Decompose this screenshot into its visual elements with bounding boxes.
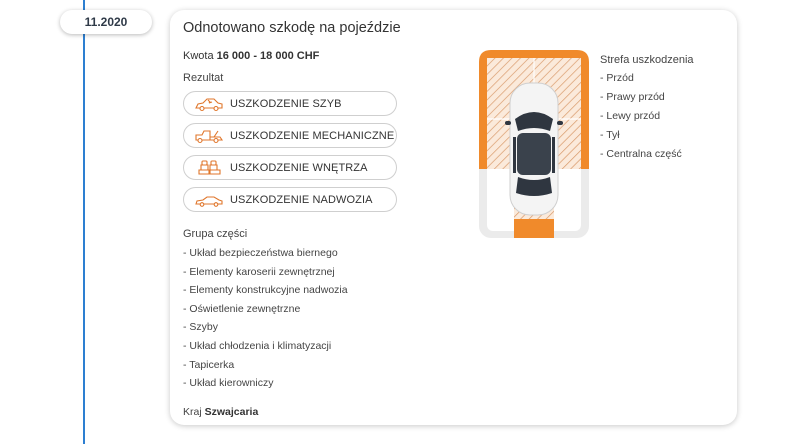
- list-item: - Układ chłodzenia i klimatyzacji: [183, 339, 332, 352]
- amount-value: 16 000 - 18 000 CHF: [216, 50, 320, 62]
- zones-list: [600, 69, 682, 164]
- result-interior-damage[interactable]: [183, 155, 397, 180]
- parts-label: Grupa części: [183, 228, 248, 240]
- car-damage-diagram: [478, 49, 590, 239]
- card-title: Odnotowano szkodę na pojeździe: [183, 20, 401, 36]
- list-item: - Przód: [600, 72, 634, 84]
- list-item: - Elementy karoserii zewnętrznej: [183, 265, 335, 278]
- zones-label: Strefa uszkodzenia: [600, 54, 694, 66]
- country: [183, 406, 258, 418]
- tow-truck-icon: [194, 128, 224, 144]
- list-item: - Lewy przód: [600, 110, 661, 122]
- list-item: - Centralna część: [600, 148, 682, 160]
- list-item: - Oświetlenie zewnętrzne: [183, 302, 301, 315]
- country-label: Kraj: [183, 406, 202, 418]
- amount-label: Kwota: [183, 50, 214, 62]
- list-item: - Elementy konstrukcyjne nadwozia: [183, 284, 348, 297]
- date-badge: 11.2020: [60, 10, 152, 34]
- damage-card: [170, 10, 737, 425]
- list-item: - Szyby: [183, 321, 219, 334]
- result-label: Rezultat: [183, 72, 224, 84]
- country-value: Szwajcaria: [204, 406, 259, 418]
- car-body-icon: [194, 192, 224, 208]
- result-interior-label: USZKODZENIE WNĘTRZA: [230, 161, 368, 174]
- list-item: - Tapicerka: [183, 358, 235, 371]
- list-item: - Układ kierowniczy: [183, 377, 274, 390]
- list-item: - Prawy przód: [600, 91, 665, 103]
- car-seats-icon: [194, 160, 224, 176]
- amount: [183, 50, 319, 62]
- result-body-label: USZKODZENIE NADWOZIA: [230, 193, 373, 206]
- timeline-line: [83, 0, 85, 444]
- list-item: - Układ bezpieczeństwa biernego: [183, 247, 338, 259]
- car-top-view: [505, 83, 563, 215]
- result-mechanical-label: USZKODZENIE MECHANICZNE: [230, 129, 395, 142]
- result-glass-label: USZKODZENIE SZYB: [230, 97, 342, 110]
- car-glass-icon: [194, 96, 224, 112]
- result-body-damage[interactable]: [183, 187, 397, 212]
- result-glass-damage[interactable]: [183, 91, 397, 116]
- parts-list: [183, 244, 348, 393]
- result-mechanical-damage[interactable]: [183, 123, 397, 148]
- list-item: - Tył: [600, 129, 620, 141]
